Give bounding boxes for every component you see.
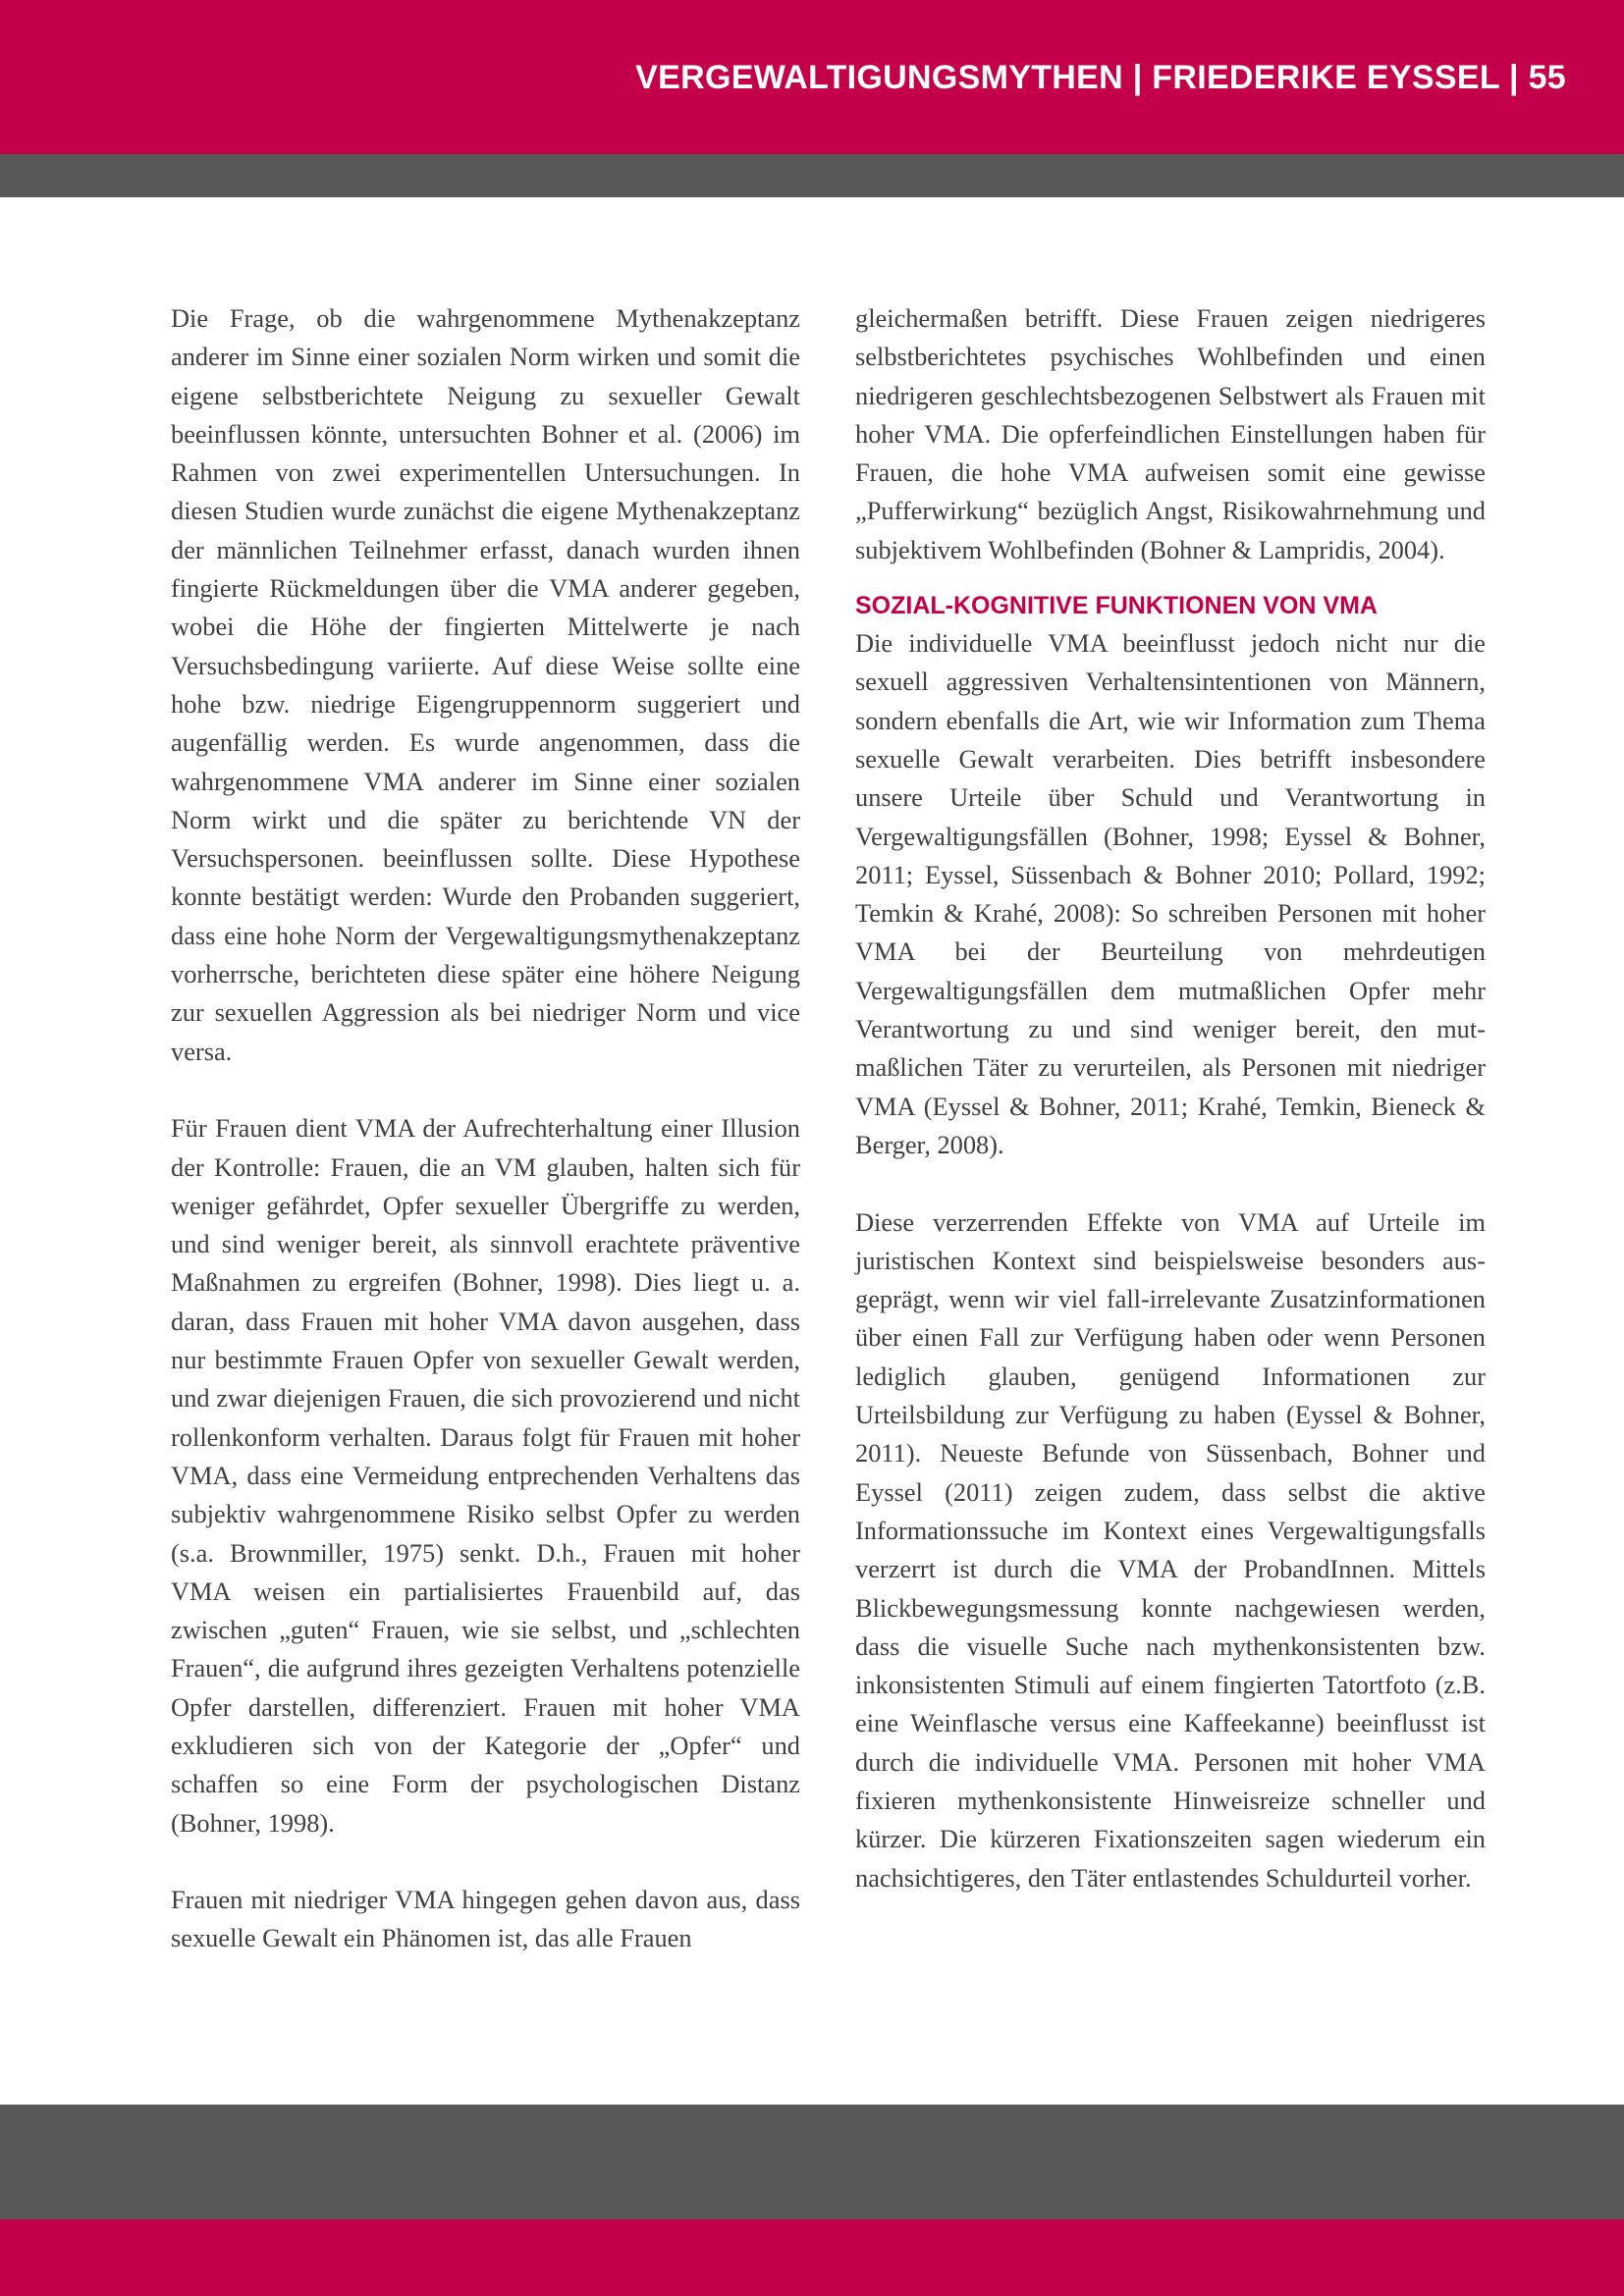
body-paragraph: Diese verzerrenden Effekte von VMA auf Urteile im juristischen Kontext sind beispielsweise besonders ausgeprägt, wenn wir viel fall-irrelevante Zusatzinformationen über einen Fall zur Verfügung haben oder wenn Personen lediglich glauben, genügend Informationen zur Urteilsbildung zur Verfügung zu haben (Eyssel & Bohner, 2011). Neueste Befunde von Süssenbach, Bohner und Eyssel (2011) zeigen zudem, dass selbst die aktive Informationssuche im Kontext eines Vergewaltigungsfalls verzerrt ist durch die VMA der ProbandInnen. Mittels Blickbewegungsmessung konnte nachgewiesen werden, dass die visuelle Suche nach mythenkonsistenten bzw. inkonsistenten Stimuli auf einem fingierten Tatortfoto (z.B. eine Weinflasche versus eine Kaffeekanne) beeinflusst ist durch die individuelle VMA. Personen mit hoher VMA fixieren mythenkonsistente Hinweisreize schneller und kürzer. Die kürzeren Fixationszeiten sagen wiederum ein nachsichtigeres, den Täter entlastendes Schuldurteil vorher.: [855, 1206, 1486, 1893]
body-paragraph-continued: gleichermaßen betrifft. Diese Frauen zeigen niedrigeres selbstberichtetes psychisches Wohlbefinden und einen niedrigeren geschlechtsbezogenen Selbstwert als Frauen mit hoher VMA. Die opferfeindlichen Einstellungen haben für Frauen, die hohe VMA aufweisen somit eine gewisse „Pufferwirkung“ bezüglich Angst, Risikowahrnehmung und subjektivem Wohlbefinden (Bohner & Lampridis, 2004).: [855, 303, 1486, 564]
body-paragraph: Frauen mit niedriger VMA hingegen gehen davon aus, dass sexuelle Gewalt ein Phänomen ist, das alle Frauen: [171, 1885, 800, 1953]
body-paragraph: Die individuelle VMA beeinflusst jedoch nicht nur die sexuell aggressiven Verhaltensintentionen von Männern, sondern ebenfalls die Art, wie wir Information zum Thema sexuelle Gewalt verarbeiten. Dies betrifft insbesondere unsere Urteile über Schuld und Verantwortung in Vergewaltigungsfällen (Bohner, 1998; Eyssel & Bohner, 2011; Eyssel, Süssenbach & Bohner 2010; Pollard, 1992; Temkin & Krahé, 2008): So schreiben Personen mit hoher VMA bei der Beurteilung von mehrdeutigen Vergewaltigungsfällen dem mutmaßlichen Opfer mehr Verantwortung zu und sind weniger bereit, den mutmaßlichen Täter zu verurteilen, als Personen mit niedriger VMA (Eyssel & Bohner, 2011; Krahé, Temkin, Bieneck & Berger, 2008).: [855, 628, 1486, 1159]
header-grey-band: [0, 154, 1624, 197]
body-paragraph: Für Frauen dient VMA der Aufrechterhaltung einer Illusion der Kontrolle: Frauen, die an VM glauben, halten sich für weniger gefährdet, Opfer sexueller Übergriffe zu werden, und sind weniger bereit, als sinnvoll erachtete präventive Maßnahmen zu ergreifen (Bohner, 1998). Dies liegt u. a. daran, dass Frauen mit hoher VMA davon ausgehen, dass nur bestimmte Frauen Opfer von sexueller Gewalt werden, und zwar diejenigen Frauen, die sich provozierend und nicht rollenkonform verhalten. Daraus folgt für Frauen mit hoher VMA, dass eine Vermeidung entprechenden Verhaltens das subjektiv wahrgenommene Risiko selbst Opfer zu werden (s.a. Brownmiller, 1975) senkt. D.h., Frauen mit hoher VMA weisen ein partialisiertes Frauenbild auf, das zwischen „guten“ Frauen, wie sie selbst, und „schlechten Frauen“, die aufgrund ihres gezeigten Verhaltens potenzielle Opfer darstellen, differenziert. Frauen mit hoher VMA exkludieren sich von der Kategorie der „Opfer“ und schaffen so eine Form der psychologischen Distanz (Bohner, 1998).: [171, 1113, 800, 1838]
body-paragraph: Die Frage, ob die wahrgenommene Mythenakzeptanz anderer im Sinne einer sozialen Norm wirken und somit die eigene selbstberichtete Neigung zu sexueller Gewalt beeinflussen könnte, untersuchten Bohner et al. (2006) im Rahmen von zwei experimentellen Untersuchungen. In diesen Studien wurde zunächst die eigene Mythenakzeptanz der männlichen Teilnehmer erfasst, danach wurden ihnen fingierte Rückmeldungen über die VMA anderer gegeben, wobei die Höhe der fingierten Mittelwerte je nach Versuchsbedingung variierte. Auf diese Weise sollte eine hohe bzw. niedrige Eigengruppennorm suggeriert und augenfällig werden. Es wurde angenommen, dass die wahrgenommene VMA anderer im Sinne einer sozialen Norm wirkt und die später zu berichtende VN der Versuchspersonen. beeinflussen sollte. Diese Hypothese konnte bestätigt werden: Wurde den Probanden suggeriert, dass eine hohe Norm der Vergewaltigungsmythenakzeptanz vorherrsche, berichteten diese später eine höhere Neigung zur sexuellen Aggression als bei niedriger Norm und vice versa.: [171, 303, 800, 1066]
running-header: VERGEWALTIGUNGSMYTHEN | FRIEDERIKE EYSSEL | 55: [635, 59, 1566, 96]
header-band: [0, 0, 1624, 154]
footer-band: [0, 2219, 1624, 2296]
footer-grey-band: [0, 2105, 1624, 2219]
right-column: [855, 299, 1486, 1936]
section-heading: SOZIAL-KOGNITIVE FUNKTIONEN VON VMA: [855, 592, 1378, 620]
left-column: [171, 299, 800, 1997]
